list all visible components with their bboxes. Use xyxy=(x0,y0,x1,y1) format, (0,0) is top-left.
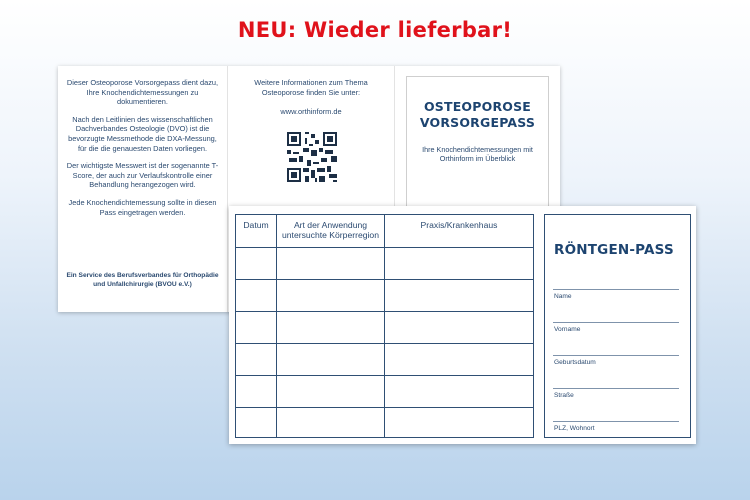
header-datum: Datum xyxy=(243,220,269,230)
field-strasse-label: Straße xyxy=(554,392,574,399)
osteoporose-info-panel xyxy=(58,66,228,312)
more-info-text: Weitere Informationen zum Thema Osteoporose finden Sie unter: xyxy=(254,78,368,97)
field-plz-wohnort-label: PLZ, Wohnort xyxy=(554,425,595,432)
roentgen-title: RÖNTGEN-PASS xyxy=(554,242,674,258)
field-geburtsdatum[interactable] xyxy=(553,355,679,366)
table-row-divider xyxy=(236,247,533,248)
table-row-divider xyxy=(236,375,533,376)
qr-code-icon xyxy=(287,132,337,182)
table-row-divider xyxy=(236,311,533,312)
header-praxis: Praxis/Krankenhaus xyxy=(420,220,498,230)
field-vorname[interactable] xyxy=(553,322,679,333)
entry-text: Jede Knochendichtemessung sollte in diesen Pass eingetragen werden. xyxy=(68,197,217,217)
intro-text: Dieser Osteoporose Vorsorgepass dient dazu, Ihre Knochendichtemessungen zu dokumentieren. xyxy=(66,78,219,107)
field-name[interactable] xyxy=(553,289,679,300)
cover-subtitle: Ihre Knochendichtemessungen mit Orthinform im Überblick xyxy=(422,145,533,164)
cover-title-line2: VORSORGEPASS xyxy=(419,115,536,130)
table-row-divider xyxy=(236,279,533,280)
field-geburtsdatum-label: Geburtsdatum xyxy=(554,359,596,366)
field-plz-wohnort[interactable] xyxy=(553,421,679,432)
field-vorname-label: Vorname xyxy=(554,326,581,333)
cover-box xyxy=(406,76,549,212)
headline: NEU: Wieder lieferbar! xyxy=(237,18,513,42)
table-col-divider xyxy=(276,215,277,437)
guidelines-text: Nach den Leitlinien des wissenschaftlichen Dachverbandes Osteologie (DVO) ist die bevorzugte Messmethode die DXA-Messung, für die die genauesten Daten vorliegen. xyxy=(68,114,217,153)
roentgen-card xyxy=(229,206,696,444)
service-text: Ein Service des Berufsverbandes für Orthopädie und Unfallchirurgie (BVOU e.V.) xyxy=(66,272,219,288)
table-col-divider xyxy=(384,215,385,437)
website-link[interactable]: www.orthinform.de xyxy=(280,107,342,117)
header-anwendung: Art der Anwendung untersuchte Körperregion xyxy=(282,220,379,240)
table-row-divider xyxy=(236,343,533,344)
tscore-text: Der wichtigste Messwert ist der sogenannte T-Score, der auch zur Verlaufskontrolle einer Behandlung herangezogen wird. xyxy=(66,161,219,190)
cover-title-line1: OSTEOPOROSE xyxy=(423,99,532,114)
roentgen-cover xyxy=(544,214,691,438)
field-name-label: Name xyxy=(554,293,572,300)
field-strasse[interactable] xyxy=(553,388,679,399)
table-row-divider xyxy=(236,407,533,408)
cover-title xyxy=(407,99,548,131)
records-table xyxy=(235,214,534,438)
